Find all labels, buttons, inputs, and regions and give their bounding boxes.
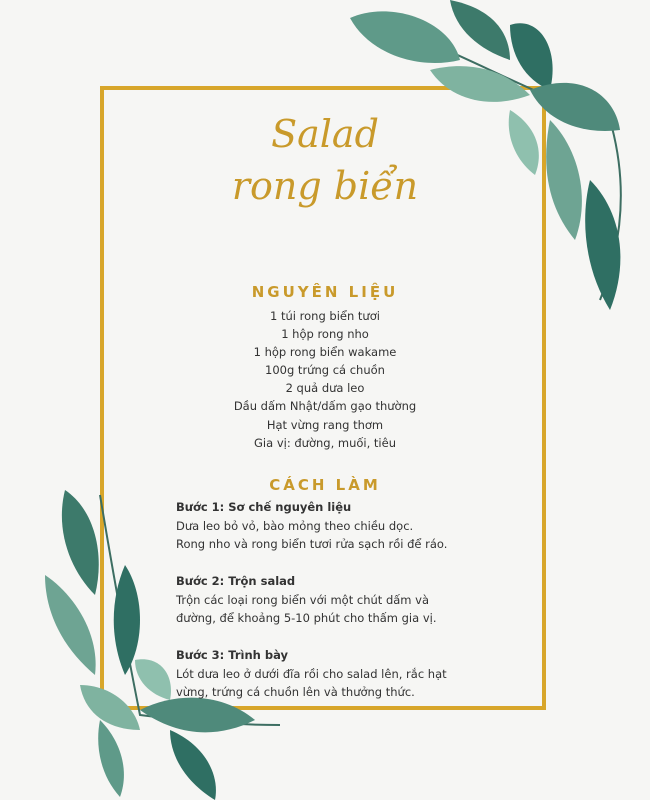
method-heading: CÁCH LÀM <box>269 476 381 494</box>
ingredient-item: 1 hộp rong nho <box>281 327 369 342</box>
step-title: Bước 1: Sơ chế nguyên liệu <box>176 500 352 514</box>
method-steps <box>176 498 486 720</box>
title-line-2: rong biển <box>231 164 419 208</box>
ingredient-item: 1 túi rong biển tươi <box>270 309 380 323</box>
step-title: Bước 2: Trộn salad <box>176 574 296 588</box>
ingredients-list <box>0 307 650 452</box>
ingredient-item: Hạt vừng rang thơm <box>266 417 384 432</box>
step-text: Trộn các loại rong biển với một chút dấm và <box>176 592 430 607</box>
step-text: Rong nho và rong biển tươi rửa sạch rồi để ráo. <box>176 537 448 551</box>
step-1 <box>176 498 486 554</box>
step-text: Dưa leo bỏ vỏ, bào mỏng theo chiều dọc. <box>176 518 414 533</box>
ingredient-item: Gia vị: đường, muối, tiêu <box>254 435 396 450</box>
ingredient-item: 2 quả dưa leo <box>285 381 365 396</box>
ingredient-item: 100g trứng cá chuồn <box>265 363 385 378</box>
step-title: Bước 3: Trình bày <box>176 648 288 662</box>
step-3 <box>176 646 486 702</box>
ingredient-item: 1 hộp rong biển wakame <box>253 345 397 360</box>
step-text: Lót dưa leo ở dưới đĩa rồi cho salad lên, rắc hạt <box>176 666 447 681</box>
step-text: vừng, trứng cá chuồn lên và thưởng thức. <box>176 685 415 699</box>
ingredients-heading: NGUYÊN LIỆU <box>251 283 399 301</box>
recipe-title <box>0 108 650 212</box>
title-line-1: Salad <box>271 112 379 156</box>
ingredient-item: Dầu dấm Nhật/dấm gạo thường <box>233 399 417 414</box>
step-text: đường, để khoảng 5-10 phút cho thấm gia vị. <box>176 611 437 625</box>
step-2 <box>176 572 486 628</box>
